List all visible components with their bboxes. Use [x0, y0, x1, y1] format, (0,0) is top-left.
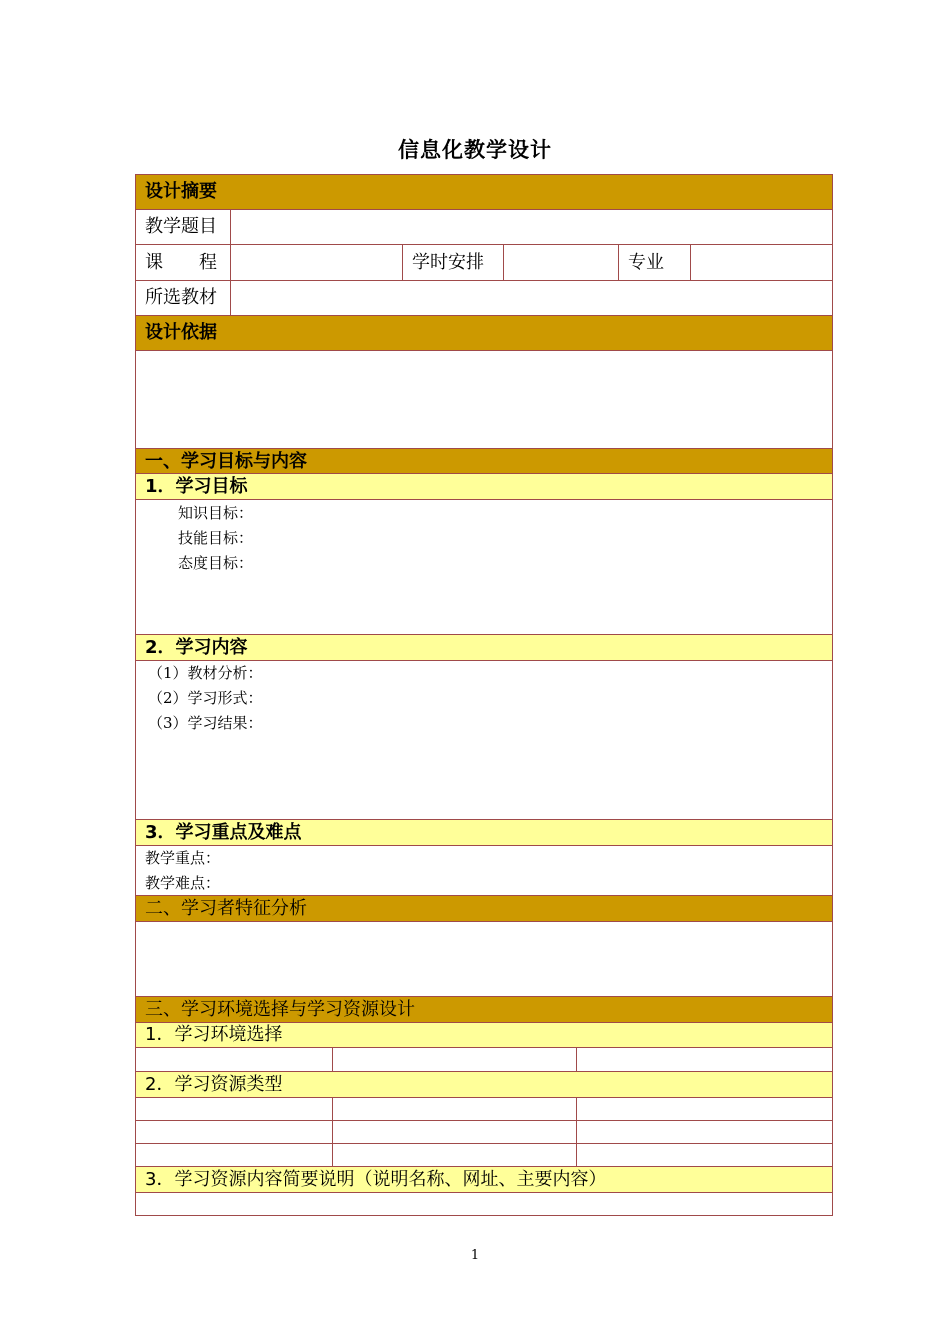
resource-cell[interactable]: [576, 1098, 832, 1120]
skill-goal: 技能目标：: [178, 529, 254, 547]
design-summary-label: 设计摘要: [145, 181, 217, 202]
design-basis-body[interactable]: [135, 350, 833, 449]
learning-goals-label: 1．学习目标: [145, 476, 248, 497]
topic-label: 教学题目: [145, 216, 217, 237]
resource-description-header: [135, 1166, 833, 1193]
resource-type-label: 2．学习资源类型: [145, 1074, 283, 1095]
textbook-value-cell[interactable]: [230, 281, 832, 315]
resource-description-body[interactable]: [135, 1192, 833, 1216]
resource-cell[interactable]: [332, 1098, 576, 1120]
design-summary-header: [135, 174, 833, 210]
environment-cell-3[interactable]: [576, 1048, 832, 1071]
textbook-row: [135, 280, 833, 316]
resource-cell[interactable]: [332, 1144, 576, 1166]
section3-label: 三、学习环境选择与学习资源设计: [145, 999, 415, 1020]
section1-label: 一、学习目标与内容: [145, 451, 307, 472]
hours-label: 学时安排: [412, 252, 484, 273]
major-value-cell[interactable]: [690, 245, 832, 280]
textbook-label: 所选教材: [145, 287, 217, 308]
environment-cell-2[interactable]: [332, 1048, 576, 1071]
attitude-goal: 态度目标：: [178, 554, 254, 572]
learning-content-body[interactable]: [135, 660, 833, 820]
topic-row: [135, 209, 833, 245]
knowledge-goal: 知识目标：: [178, 504, 254, 522]
course-value-cell[interactable]: [230, 245, 402, 280]
environment-table-row: [135, 1047, 833, 1072]
major-label-cell: [618, 245, 690, 280]
keypoints-header: [135, 819, 833, 846]
content-item-3: （3）学习结果：: [148, 714, 263, 732]
page-number: 1: [470, 1248, 480, 1263]
section1-header: [135, 448, 833, 474]
resource-cell[interactable]: [576, 1121, 832, 1143]
resource-table-row: [135, 1097, 833, 1121]
design-basis-header: [135, 315, 833, 351]
design-basis-label: 设计依据: [145, 322, 217, 343]
section3-header: [135, 996, 833, 1023]
resource-cell[interactable]: [576, 1144, 832, 1166]
course-row: [135, 244, 833, 281]
content-item-2: （2）学习形式：: [148, 689, 263, 707]
resource-cell[interactable]: [136, 1121, 332, 1143]
keypoints-label: 3．学习重点及难点: [145, 822, 302, 843]
learning-goals-body[interactable]: [135, 499, 833, 635]
resource-cell[interactable]: [136, 1098, 332, 1120]
environment-label: 1．学习环境选择: [145, 1024, 283, 1045]
resource-cell[interactable]: [332, 1121, 576, 1143]
environment-cell-1[interactable]: [136, 1048, 332, 1071]
learner-analysis-body[interactable]: [135, 921, 833, 997]
document-title: 信息化教学设计: [398, 138, 552, 162]
hours-label-cell: [402, 245, 503, 280]
resource-table-row: [135, 1120, 833, 1144]
topic-value-cell[interactable]: [230, 210, 832, 244]
key-point: 教学重点：: [145, 849, 221, 867]
hours-value-cell[interactable]: [503, 245, 618, 280]
major-label: 专业: [628, 252, 664, 273]
content-item-1: （1）教材分析：: [148, 664, 263, 682]
learning-content-label: 2．学习内容: [145, 637, 248, 658]
section2-label: 二、学习者特征分析: [145, 898, 307, 919]
environment-header: [135, 1022, 833, 1048]
learning-goals-header: [135, 473, 833, 500]
resource-table-row: [135, 1143, 833, 1167]
difficult-point: 教学难点：: [145, 874, 221, 892]
learning-content-header: [135, 634, 833, 661]
keypoints-body[interactable]: [135, 845, 833, 896]
section2-header: [135, 895, 833, 922]
resource-description-label: 3．学习资源内容简要说明（说明名称、网址、主要内容）: [145, 1169, 607, 1190]
resource-cell[interactable]: [136, 1144, 332, 1166]
resource-type-header: [135, 1071, 833, 1098]
course-label: 课 程: [145, 252, 217, 273]
